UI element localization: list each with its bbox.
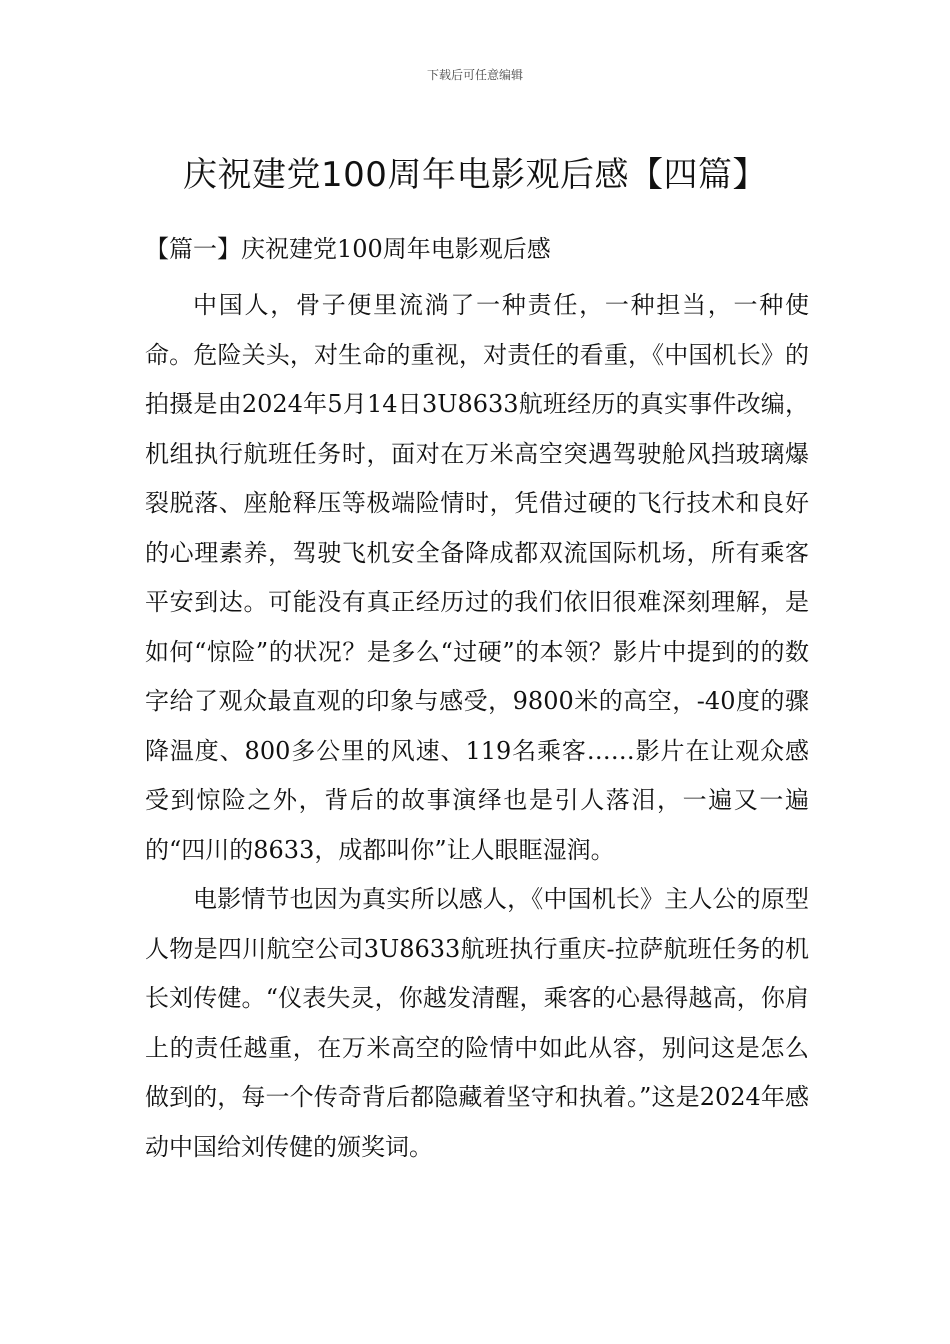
section-heading: 【篇一】庆祝建党100周年电影观后感 xyxy=(145,235,551,263)
paragraph: 电影情节也因为真实所以感人，《中国机长》主人公的原型人物是四川航空公司3U8633航班执行重庆-拉萨航班任务的机长刘传健。“仪表失灵，你越发清醒，乘客的心悬得越高，你肩上的责任越重，在万米高空的险情中如此从容，别问这是怎么做到的，每一个传奇背后都隐藏着坚守和执着。”这是2024年感动中国给刘传健的颁奖词。 xyxy=(145,885,809,1161)
document-title: 庆祝建党100周年电影观后感【四篇】 xyxy=(183,154,767,195)
page-header-note: 下载后可任意编辑 xyxy=(426,68,523,82)
paragraph: 中国人，骨子便里流淌了一种责任，一种担当，一种使命。危险关头，对生命的重视，对责任的看重，《中国机长》的拍摄是由2024年5月14日3U8633航班经历的真实事件改编，机组执行航班任务时，面对在万米高空突遇驾驶舱风挡玻璃爆裂脱落、座舱释压等极端险情时，凭借过硬的飞行技术和良好的心理素养，驾驶飞机安全备降成都双流国际机场，所有乘客平安到达。可能没有真正经历过的我们依旧很难深刻理解，是如何“惊险”的状况？是多么“过硬”的本领？影片中提到的的数字给了观众最直观的印象与感受，9800米的高空，-40度的骤降温度、800多公里的风速、119名乘客……影片在让观众感受到惊险之外，背后的故事演绎也是引人落泪，一遍又一遍的“四川的8633，成都叫你”让人眼眶湿润。 xyxy=(145,291,809,864)
article-body xyxy=(145,281,809,1172)
